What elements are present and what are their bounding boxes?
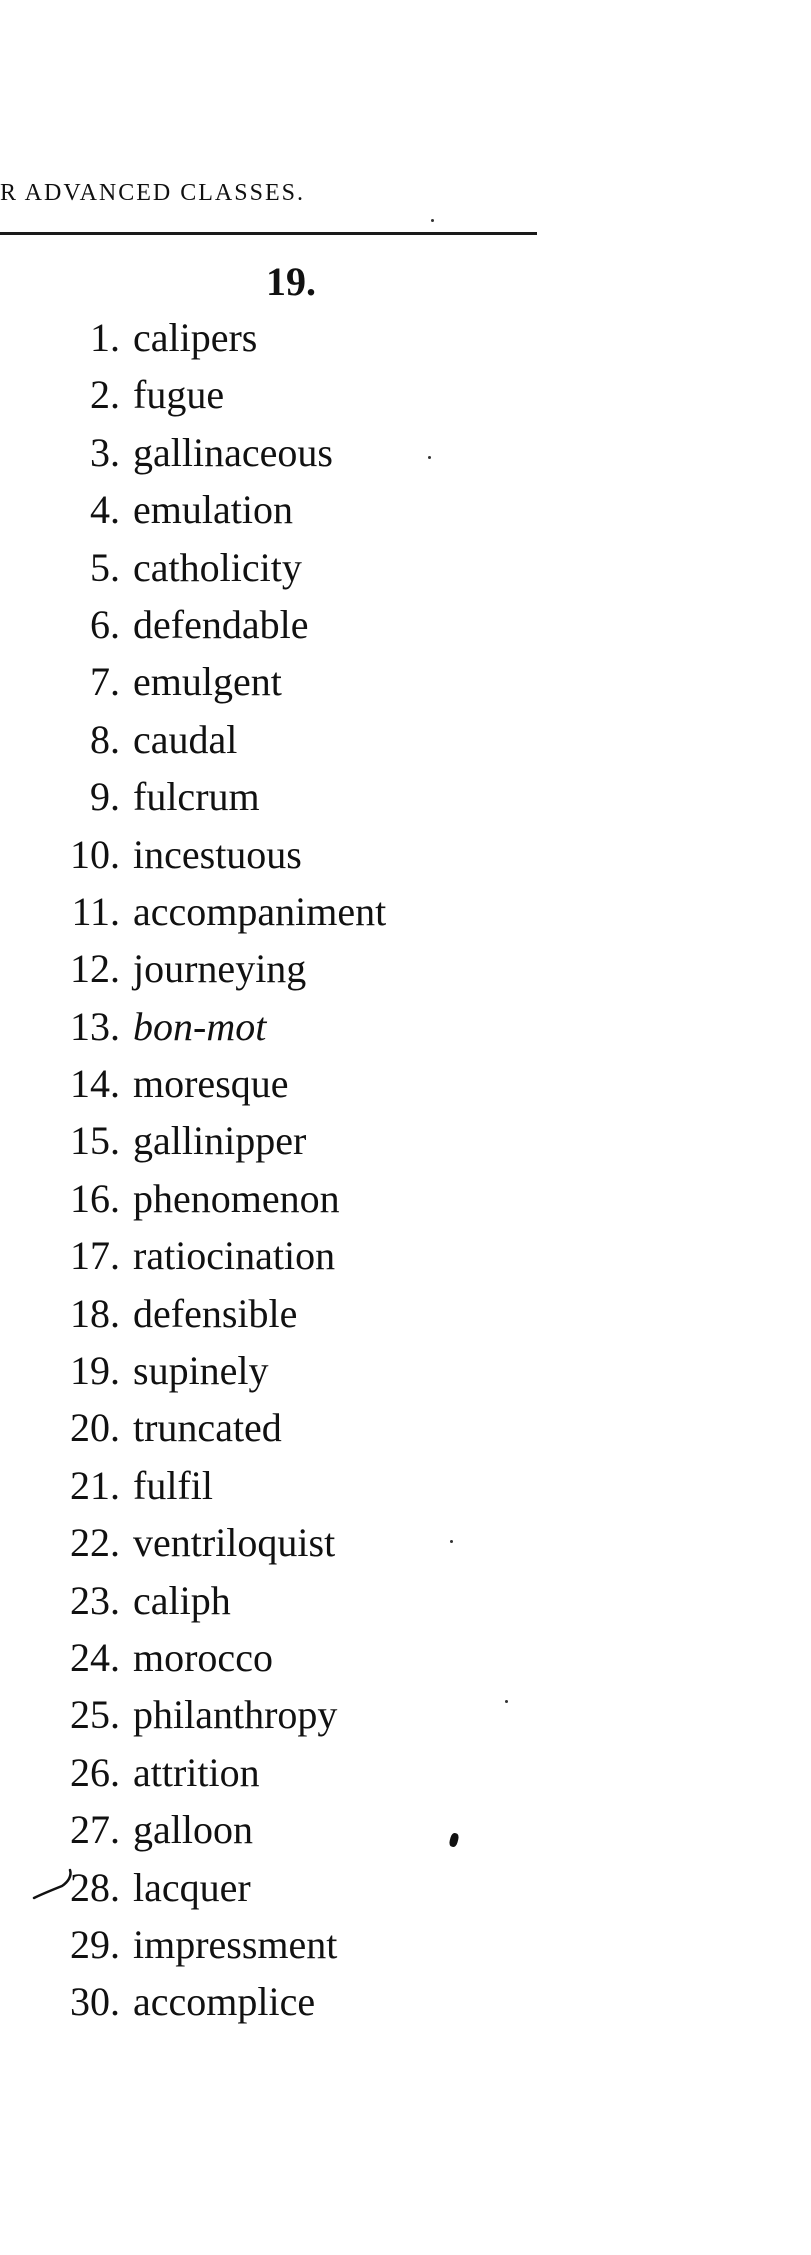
item-number: 2.: [90, 372, 120, 418]
spelling-word-list: [0, 314, 540, 2036]
item-word: fulcrum: [133, 774, 260, 820]
ink-speck: [505, 1700, 508, 1703]
word-list-item: [0, 1691, 540, 1748]
item-word: phenomenon: [133, 1175, 340, 1221]
item-word: gallinaceous: [133, 429, 333, 475]
item-number: 24.: [70, 1634, 120, 1680]
item-word: ratiocination: [133, 1233, 336, 1279]
word-list-item: [0, 1806, 540, 1863]
word-list-item: [0, 1003, 540, 1060]
item-word: bon-mot: [133, 1003, 267, 1049]
item-number: 16.: [70, 1175, 120, 1221]
item-word: moresque: [133, 1061, 289, 1107]
header-rule: [0, 232, 537, 235]
word-list-item: [0, 658, 540, 715]
item-number: 15.: [70, 1118, 120, 1164]
item-word: calipers: [133, 315, 258, 360]
item-word: gallinipper: [133, 1118, 307, 1164]
item-word: incestuous: [133, 831, 302, 877]
ink-speck: [428, 456, 431, 459]
word-list-item: [0, 1634, 540, 1691]
item-number: 23.: [70, 1577, 120, 1623]
item-number: 9.: [90, 774, 120, 820]
ink-speck: [450, 1540, 453, 1543]
item-number: 12.: [70, 946, 120, 992]
section-number: 19.: [266, 259, 316, 304]
word-list-item: [0, 1749, 540, 1806]
item-number: 22.: [70, 1520, 120, 1566]
item-number: 11.: [71, 888, 120, 934]
word-list-item: [0, 1921, 540, 1978]
item-number: 10.: [70, 831, 120, 877]
item-number: 4.: [90, 487, 120, 533]
item-word: truncated: [133, 1405, 282, 1451]
word-list-item: [0, 1060, 540, 1117]
item-word: fugue: [133, 372, 225, 418]
item-number: 25.: [70, 1692, 120, 1738]
word-list-item: [0, 544, 540, 601]
item-number: 8.: [90, 716, 120, 762]
item-word: philanthropy: [133, 1692, 338, 1738]
item-number: 21.: [70, 1462, 120, 1508]
item-number: 14.: [70, 1061, 120, 1107]
item-word: defensible: [133, 1290, 298, 1336]
item-number: 1.: [90, 315, 120, 360]
item-word: lacquer: [133, 1864, 251, 1910]
item-word: journeying: [133, 946, 307, 992]
item-word: ventriloquist: [133, 1520, 336, 1566]
item-word: emulation: [133, 487, 293, 533]
word-list-item: [0, 1978, 540, 2035]
item-number: 29.: [70, 1921, 120, 1967]
item-number: 19.: [70, 1348, 120, 1394]
word-list-item: [0, 486, 540, 543]
item-word: supinely: [133, 1348, 269, 1394]
word-list-item: [0, 1175, 540, 1232]
word-list-item: [0, 1117, 540, 1174]
item-number: 26.: [70, 1749, 120, 1795]
item-number: 20.: [70, 1405, 120, 1451]
item-number: 7.: [90, 659, 120, 705]
item-number: 6.: [90, 601, 120, 647]
item-number: 5.: [90, 544, 120, 590]
word-list-item: [0, 314, 540, 371]
word-list-item: [0, 1519, 540, 1576]
item-word: attrition: [133, 1749, 260, 1795]
word-list-item: [0, 1290, 540, 1347]
word-list-item: [0, 1404, 540, 1461]
word-list-item: [0, 371, 540, 428]
item-number: 30.: [70, 1979, 120, 2025]
pen-stroke-mark: [32, 1868, 74, 1900]
item-word: defendable: [133, 601, 309, 647]
item-word: accompaniment: [133, 888, 387, 934]
word-list-item: [0, 1864, 540, 1921]
item-word: emulgent: [133, 659, 282, 705]
word-list-item: [0, 716, 540, 773]
item-number: 28.: [70, 1864, 120, 1910]
word-list-item: [0, 888, 540, 945]
word-list-item: [0, 945, 540, 1002]
item-word: fulfil: [133, 1462, 213, 1508]
ink-speck: [431, 219, 434, 222]
item-number: 13.: [70, 1003, 120, 1049]
item-word: morocco: [133, 1634, 273, 1680]
item-number: 3.: [90, 429, 120, 475]
item-word: impressment: [133, 1921, 338, 1967]
item-number: 17.: [70, 1233, 120, 1279]
running-head: R ADVANCED CLASSES.: [0, 180, 305, 206]
item-word: accomplice: [133, 1979, 316, 2025]
item-word: catholicity: [133, 544, 302, 590]
word-list-item: [0, 1232, 540, 1289]
word-list-item: [0, 1462, 540, 1519]
word-list-item: [0, 601, 540, 658]
word-list-item: [0, 831, 540, 888]
word-list-item: [0, 429, 540, 486]
word-list-item: [0, 773, 540, 830]
item-word: galloon: [133, 1807, 253, 1853]
item-number: 27.: [70, 1807, 120, 1853]
item-word: caudal: [133, 716, 238, 762]
item-number: 18.: [70, 1290, 120, 1336]
item-word: caliph: [133, 1577, 231, 1623]
word-list-item: [0, 1347, 540, 1404]
word-list-item: [0, 1577, 540, 1634]
